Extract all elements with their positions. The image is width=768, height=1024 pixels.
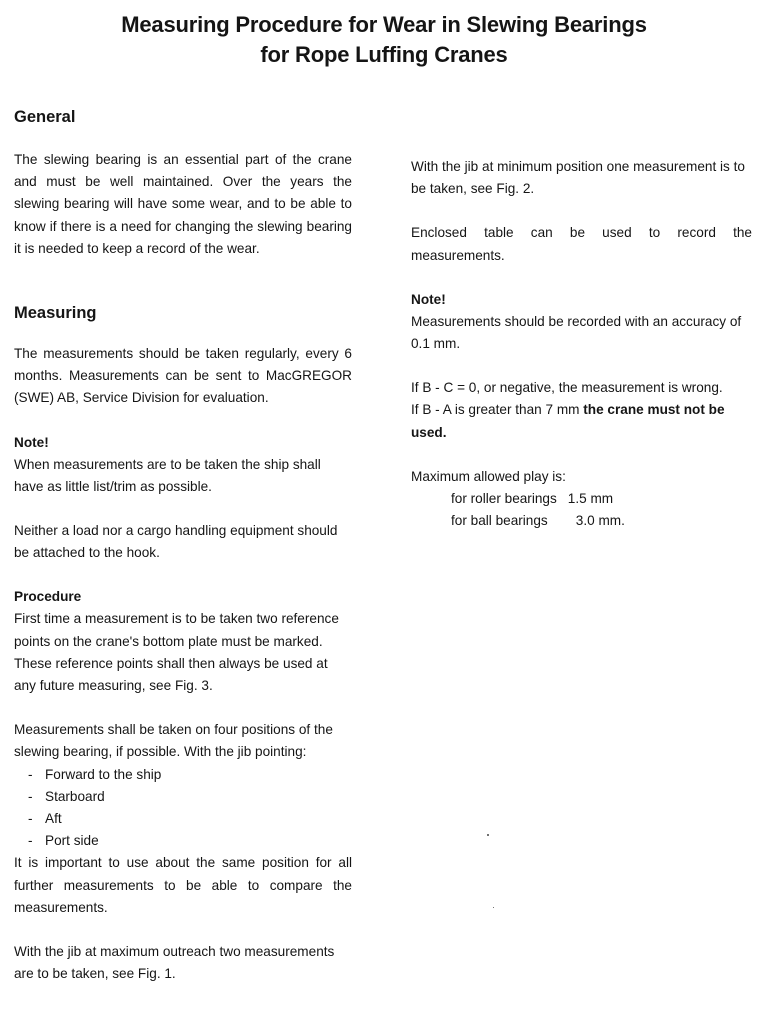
general-heading: General (14, 108, 76, 126)
table-row (451, 488, 625, 510)
ba-prefix: If B - A is greater than 7 mm (411, 402, 584, 418)
ba-paragraph (411, 399, 752, 443)
min-position-paragraph: With the jib at minimum position one measurement is to be taken, see Fig. 2. (411, 159, 745, 197)
table-paragraph: Enclosed table can be used to record the measurements. (411, 225, 752, 263)
general-paragraph: The slewing bearing is an essential part of the crane and must be well maintained. Over the years the slewing bearing will have some wear, and to be able to know if there is a need for changing the slewing bearing it is needed to keep a record of the wear. (14, 152, 352, 256)
note-heading-left: Note! (14, 434, 49, 450)
positions-paragraph: Measurements shall be taken on four positions of the slewing bearing, if possible. With the jib pointing: (14, 722, 333, 760)
procedure-heading: Procedure (14, 589, 82, 605)
play-value: 3.0 mm. (575, 513, 625, 529)
play-label: for ball bearings (451, 513, 548, 529)
play-table (451, 488, 625, 532)
left-column (14, 105, 352, 985)
play-value: 1.5 mm (567, 491, 614, 507)
same-position-paragraph: It is important to use about the same position for all further measurements to be able to compare the measurements. (14, 855, 352, 915)
list-item: - Aft (28, 808, 352, 830)
measuring-paragraph: The measurements should be taken regularly, every 6 months. Measurements can be sent to MacGREGOR (SWE) AB, Service Division for evaluation. (14, 346, 352, 406)
list-item: - Forward to the ship (28, 764, 352, 786)
scan-speck (493, 907, 494, 908)
scan-speck (487, 834, 489, 836)
note-paragraph-left: When measurements are to be taken the ship shall have as little list/trim as possible. (14, 456, 321, 494)
measuring-heading: Measuring (14, 304, 97, 323)
max-play-heading: Maximum allowed play is: (411, 468, 566, 484)
procedure-paragraph: First time a measurement is to be taken two reference points on the crane's bottom plate must be marked. These reference points shall then always be used at any future measuring, see Fig. 3. (14, 611, 339, 694)
max-outreach-paragraph: With the jib at maximum outreach two measurements are to be taken, see Fig. 1. (14, 944, 335, 982)
ba-warning: the crane must not be used. (411, 402, 725, 440)
note-heading-right: Note! (411, 291, 446, 307)
list-item: - Port side (28, 830, 352, 852)
document-title (0, 10, 768, 70)
play-label: for roller bearings (451, 491, 557, 507)
right-column (411, 156, 752, 532)
bc-paragraph: If B - C = 0, or negative, the measurement is wrong. (411, 380, 723, 396)
load-paragraph: Neither a load nor a cargo handling equipment should be attached to the hook. (14, 523, 338, 561)
title-line-2: for Rope Luffing Cranes (260, 42, 508, 67)
positions-list (14, 764, 352, 853)
accuracy-paragraph: Measurements should be recorded with an accuracy of 0.1 mm. (411, 313, 742, 352)
title-line-1: Measuring Procedure for Wear in Slewing Bearings (121, 12, 647, 37)
list-item: - Starboard (28, 786, 352, 808)
table-row (451, 510, 625, 532)
